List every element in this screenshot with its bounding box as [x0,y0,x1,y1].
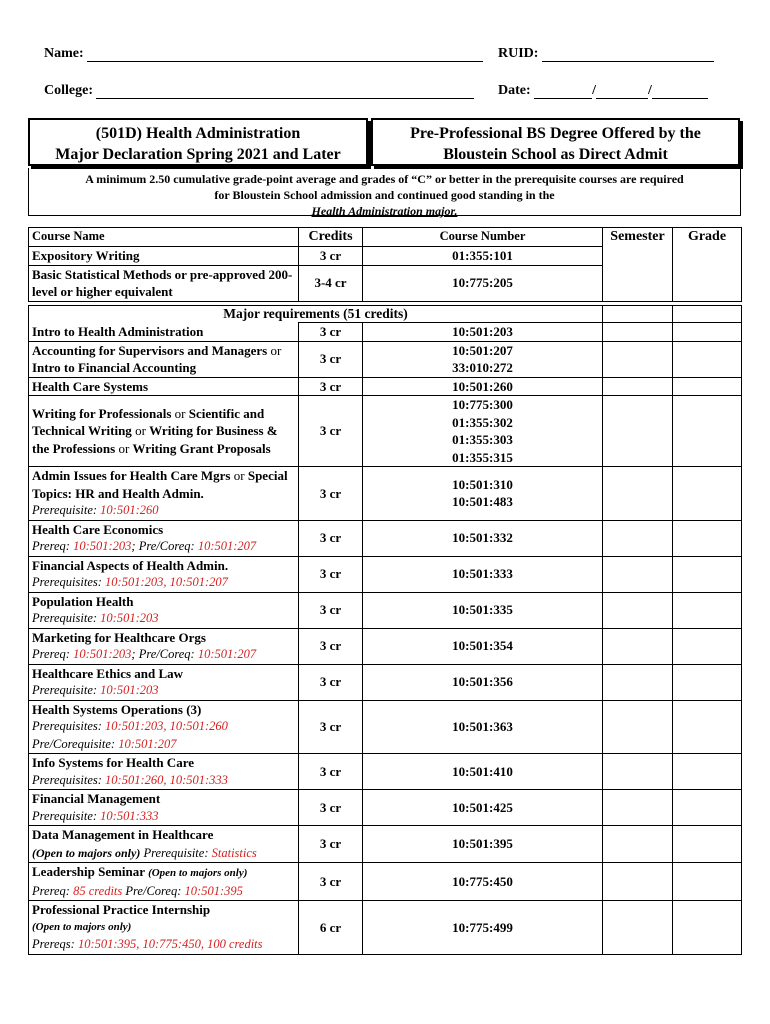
course-number-cell [363,863,603,901]
course-name-part: Writing Grant Proposals [132,440,271,456]
title-box-right [371,118,740,166]
prerequisite-label: Pre/Corequisite: [32,736,119,751]
major-table [28,305,742,955]
course-number-cell [363,592,603,628]
date-separator: / [592,83,597,98]
course-credits: 3 cr [299,556,363,592]
date-month-input[interactable] [534,84,592,99]
course-number: 10:501:203 [452,324,513,339]
course-number-cell [363,377,603,396]
prerequisite-label: Prereq: [32,539,74,553]
semester-cell[interactable] [603,700,673,754]
course-number-cell [363,826,603,863]
course-credits: 3 cr [299,863,363,901]
course-name [32,405,295,458]
prerequisite-note [32,772,295,790]
prerequisite-note [32,736,295,754]
course-name-cell [29,592,299,628]
course-number: 10:501:410 [452,763,513,779]
course-number: 10:501:483 [452,494,513,510]
prerequisite-label: Prerequisites: [32,575,106,589]
course-credits: 3 cr [299,377,363,396]
course-number-cell [363,754,603,790]
title-right-line2: Bloustein School as Direct Admit [443,146,668,163]
prerequisite-label: ; Pre/Coreq: [131,647,198,661]
course-credits: 3 cr [299,754,363,790]
course-credits: 3 cr [299,520,363,556]
date-label: Date: [498,83,531,98]
prerequisite-course: 10:501:395 [184,883,243,898]
prerequisite-label: Prereq: [32,883,74,898]
course-number: 10:501:363 [452,719,513,734]
course-number: 10:501:354 [452,638,513,654]
course-name: Basic Statistical Methods or pre-approved 200-level or higher equivalent [29,265,299,301]
course-or-separator: or [267,342,282,358]
course-name-cell [29,664,299,700]
course-number: 10:501:260 [452,378,513,394]
major-requirements-heading: Major requirements (51 credits) [29,306,603,323]
prereq-table [28,227,742,302]
semester-cell[interactable] [603,396,673,467]
prerequisite-note [32,502,295,520]
table-row [29,396,742,467]
grade-cell[interactable] [673,826,742,863]
course-number: 10:501:425 [452,799,513,815]
course-name: Health Systems Operations (3) [32,701,202,717]
table-row [29,467,742,521]
semester-cell[interactable] [603,341,673,377]
course-name: Leadership Seminar [32,864,145,879]
grade-cell[interactable] [673,628,742,664]
course-number-cell [363,520,603,556]
title-left-line2: Major Declaration Spring 2021 and Later [55,146,341,163]
course-number: 10:501:310 [452,476,513,492]
course-number: 10:501:332 [452,530,513,546]
prerequisite-course: 10:501:203 [73,647,132,661]
prerequisite-note [32,610,295,628]
column-header-semester: Semester [603,228,673,302]
prerequisite-note [32,936,295,954]
majors-only-note: (Open to majors only) [32,845,141,860]
grade-cell[interactable] [673,700,742,754]
title-right-line1: Pre-Professional BS Degree Offered by the [410,125,701,142]
course-number: 10:775:300 [452,397,513,412]
course-name-part: Writing for Professionals [32,405,172,421]
course-name-part: Admin Issues for Health Care Mgrs [32,468,231,483]
note-line1: A minimum 2.50 cumulative grade-point average and grades of “C” or better in the prerequisite courses are required [85,172,684,186]
course-or-separator: or [131,423,150,439]
course-credits: 3 cr [299,592,363,628]
table-row [29,901,742,955]
course-number: 10:775:450 [452,873,513,889]
semester-cell[interactable] [603,306,673,323]
grade-cell[interactable] [673,396,742,467]
course-name-cell [29,341,299,377]
table-header-row [29,228,742,247]
date-field-row [498,83,708,99]
semester-cell[interactable] [603,467,673,521]
course-credits: 3 cr [299,628,363,664]
prerequisite-label: Prerequisite: [32,611,101,625]
semester-cell[interactable] [603,826,673,863]
course-name-part: Writing for Business & the Professions [32,423,278,456]
table-row [29,323,742,342]
semester-cell[interactable] [603,901,673,955]
prerequisite-course: 10:501:203 [100,683,159,697]
majors-only-note: (Open to majors only) [148,867,248,879]
title-left-line1: (501D) Health Administration [95,125,301,142]
course-number: 01:355:315 [452,449,513,465]
prerequisite-course: 10:501:260 [100,503,159,517]
date-day-input[interactable] [596,84,648,99]
note-line2: for Bloustein School admission and continued good standing in the [214,188,555,202]
course-name-cell [29,754,299,790]
course-number: 01:355:302 [452,414,513,430]
college-field-row [44,83,474,99]
course-number: 33:010:272 [452,360,513,375]
course-name-cell [29,520,299,556]
semester-cell[interactable] [603,377,673,396]
course-number: 01:355:303 [452,432,513,447]
grade-cell[interactable] [673,341,742,377]
prerequisite-course: 85 credits [73,883,123,898]
column-header-course: Course Name [29,228,299,247]
semester-cell[interactable] [603,790,673,826]
course-credits: 3 cr [299,396,363,467]
prerequisite-label: Prerequisite: [32,503,101,517]
prerequisite-note [32,883,295,901]
course-credits: 3 cr [299,341,363,377]
college-label: College: [44,83,93,98]
name-input[interactable] [87,47,483,62]
ruid-input[interactable] [542,47,714,62]
grade-cell[interactable] [673,754,742,790]
grade-cell[interactable] [673,556,742,592]
course-number-cell [363,700,603,754]
prerequisite-course: 10:501:333 [100,808,159,823]
course-number: 10:775:205 [363,265,603,301]
course-number: 10:501:335 [452,602,513,618]
ruid-field-row [498,46,714,62]
college-input[interactable] [96,84,474,99]
prerequisite-course: 10:501:207 [197,647,257,661]
course-name-part: Scientific and Technical Writing [32,405,265,439]
grade-cell[interactable] [673,901,742,955]
course-credits: 3 cr [299,467,363,521]
course-name: Marketing for Healthcare Orgs [32,629,206,645]
course-name-cell [29,556,299,592]
course-name: Healthcare Ethics and Law [32,665,184,681]
grade-cell[interactable] [673,520,742,556]
course-number: 10:775:499 [452,919,513,935]
grade-cell[interactable] [673,790,742,826]
course-name: Financial Management [32,791,161,806]
course-name-cell [29,901,299,955]
prerequisite-course: 10:501:203, 10:501:260 [105,719,228,733]
course-name: Intro to Health Administration [32,323,204,339]
course-name-part: Intro to Financial Accounting [32,360,197,375]
prerequisite-note [32,718,295,736]
prerequisite-note [32,574,295,592]
course-number-cell [363,396,603,467]
prerequisite-course: 10:501:203, 10:501:207 [105,575,228,589]
prerequisite-course: 10:501:203 [100,611,159,625]
course-name-cell [29,323,299,342]
major-heading-row [29,306,742,323]
semester-cell[interactable] [603,664,673,700]
name-field-row [44,46,483,62]
table-row [29,628,742,664]
prerequisite-label: Prerequisites: [32,719,106,733]
course-name: Health Care Economics [32,521,164,537]
course-name-cell [29,377,299,396]
prerequisite-course: 10:501:207 [197,539,257,553]
course-name-part: Accounting for Supervisors and Managers [32,342,268,358]
prerequisite-label: Prerequisites: [32,772,106,787]
semester-cell[interactable] [603,520,673,556]
course-name: Health Care Systems [32,378,149,394]
prerequisite-course: 10:501:207 [118,736,177,751]
course-credits: 3 cr [299,247,363,266]
course-credits: 3 cr [299,790,363,826]
date-separator: / [648,83,652,98]
column-header-grade: Grade [673,228,742,302]
table-row [29,520,742,556]
table-row [29,556,742,592]
table-row [29,377,742,396]
course-number: 10:501:395 [452,836,513,852]
course-credits: 3 cr [299,700,363,754]
table-row [29,826,742,863]
course-number: 10:501:333 [452,566,513,582]
date-year-input[interactable] [652,84,708,99]
course-name: Population Health [32,593,134,609]
semester-cell[interactable] [603,556,673,592]
semester-cell[interactable] [603,754,673,790]
semester-cell[interactable] [603,323,673,342]
prerequisite-course: 10:501:203 [73,539,132,553]
name-label: Name: [44,46,84,61]
course-name [32,342,295,377]
course-number-cell [363,901,603,955]
course-or-separator: or [115,440,133,456]
title-box-left [28,118,368,166]
course-credits: 3-4 cr [299,265,363,301]
prerequisite-label: Pre/Coreq: [122,883,185,898]
course-name-cell [29,826,299,863]
course-name: Financial Aspects of Health Admin. [32,557,229,573]
prerequisite-label: Prerequisite: [32,683,101,697]
course-number: 10:501:356 [452,674,513,690]
course-name: Info Systems for Health Care [32,755,195,770]
prerequisite-course: Statistics [211,845,257,860]
prerequisite-note [32,646,295,664]
table-row [29,341,742,377]
course-name: Data Management in Healthcare [32,827,214,842]
column-header-credits: Credits [299,228,363,247]
prerequisite-label: Prerequisite: [32,808,101,823]
grade-cell[interactable] [673,467,742,521]
column-header-number: Course Number [363,228,603,247]
grade-cell[interactable] [673,323,742,342]
course-number: 10:501:207 [452,342,513,358]
semester-cell[interactable] [603,628,673,664]
course-number-cell [363,556,603,592]
grade-cell[interactable] [673,306,742,323]
course-name-cell [29,863,299,901]
ruid-label: RUID: [498,46,539,61]
course-or-separator: or [171,405,189,421]
majors-only-note: (Open to majors only) [32,920,132,933]
course-name-cell [29,700,299,754]
course-credits: 3 cr [299,664,363,700]
table-row [29,700,742,754]
prerequisite-label: ; Pre/Coreq: [131,539,198,553]
course-credits: 3 cr [299,323,363,342]
table-row [29,863,742,901]
course-name: Professional Practice Internship [32,902,211,917]
course-number-cell [363,341,603,377]
course-number-cell [363,664,603,700]
note-line3: Health Administration major. [311,204,458,218]
prerequisite-note [32,682,295,700]
course-number-cell [363,323,603,342]
course-name-part: Special Topics: HR and Health Admin. [32,468,288,501]
course-credits: 3 cr [299,826,363,863]
semester-cell[interactable] [603,592,673,628]
course-credits: 6 cr [299,901,363,955]
course-name: Expository Writing [29,247,299,266]
grade-cell[interactable] [673,664,742,700]
course-name-cell [29,396,299,467]
course-name-cell [29,628,299,664]
course-name [32,467,295,502]
grade-cell[interactable] [673,863,742,901]
course-number-cell [363,467,603,521]
grade-cell[interactable] [673,377,742,396]
prerequisite-note [32,538,295,556]
prerequisite-label: Prereq: [32,647,74,661]
table-row [29,754,742,790]
admission-note [28,168,741,216]
course-number-cell [363,790,603,826]
prerequisite-label: Prerequisite: [140,845,212,860]
prerequisite-note [32,808,295,826]
grade-cell[interactable] [673,592,742,628]
prerequisite-label: Prereqs: [32,937,78,951]
course-name-cell [29,790,299,826]
course-name-cell [29,467,299,521]
prerequisite-course: 10:501:395, 10:775:450, 100 credits [77,937,263,951]
semester-cell[interactable] [603,863,673,901]
prerequisite-course: 10:501:260, 10:501:333 [105,772,228,787]
prerequisite-note [32,844,295,863]
table-row [29,790,742,826]
course-or-separator: or [230,468,248,483]
course-number-cell [363,628,603,664]
table-row [29,592,742,628]
course-number: 01:355:101 [363,247,603,266]
table-row [29,664,742,700]
